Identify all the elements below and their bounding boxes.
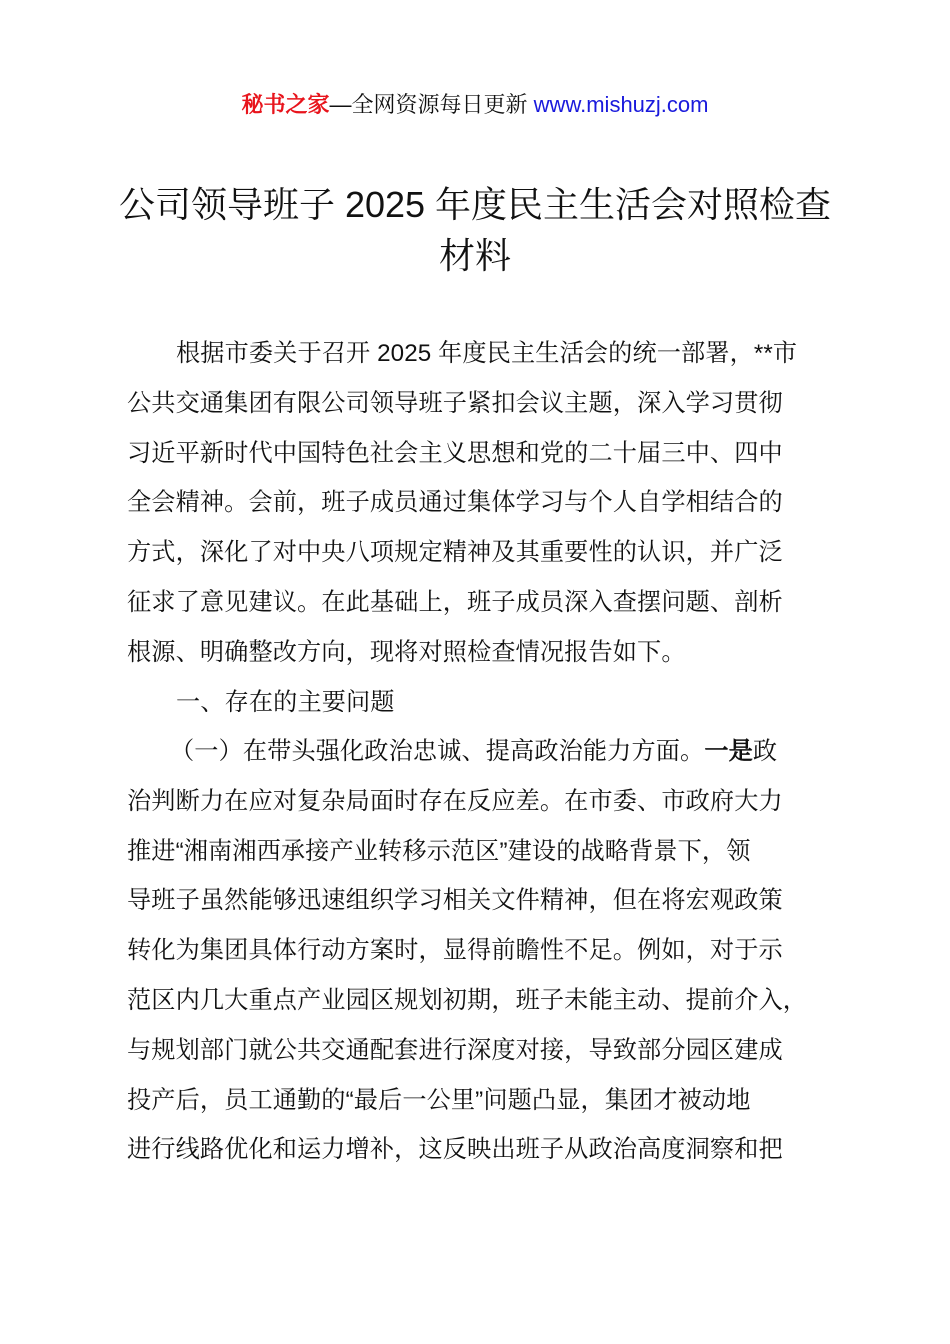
text-line: 征求了意见建议。在此基础上，班子成员深入查摆问题、剖析: [127, 589, 783, 616]
text-line: 根源、明确整改方向，现将对照检查情况报告如下。: [127, 639, 686, 666]
document-title-line-1: 公司领导班子 2025 年度民主生活会对照检查: [118, 184, 832, 225]
text-line: 范区内几大重点产业园区规划初期，班子未能主动、提前介入，: [127, 987, 808, 1014]
site-url[interactable]: www.mishuzj.com: [533, 92, 709, 117]
text-line: 推进“湘南湘西承接产业转移示范区”建设的战略背景下，领: [127, 838, 751, 865]
subsection-heading: （一）在带头强化政治忠诚、提高政治能力方面。: [170, 738, 705, 765]
text-line: [170, 737, 777, 767]
text-line: 方式，深化了对中央八项规定精神及其重要性的认识，并广泛: [127, 539, 783, 566]
text-fragment: 政: [752, 738, 778, 765]
banner-slogan: —全网资源每日更新: [329, 92, 528, 117]
text-line: 根据市委关于召开 2025 年度民主生活会的统一部署，**市: [176, 340, 798, 367]
text-line: 进行线路优化和运力增补，这反映出班子从政治高度洞察和把: [127, 1136, 783, 1163]
text-line: 公共交通集团有限公司领导班子紧扣会议主题，深入学习贯彻: [127, 390, 783, 417]
site-banner: [0, 88, 950, 119]
text-line: 全会精神。会前，班子成员通过集体学习与个人自学相结合的: [127, 489, 783, 516]
text-line: 与规划部门就公共交通配套进行深度对接，导致部分园区建成: [127, 1037, 783, 1064]
document-title-line-2: 材料: [438, 235, 511, 276]
text-line: 习近平新时代中国特色社会主义思想和党的二十届三中、四中: [127, 440, 783, 467]
text-line: 投产后，员工通勤的“最后一公里”问题凸显，集团才被动地: [127, 1087, 751, 1114]
text-line: 转化为集团具体行动方案时，显得前瞻性不足。例如，对于示: [127, 937, 783, 964]
text-line: 治判断力在应对复杂局面时存在反应差。在市委、市政府大力: [127, 788, 783, 815]
emphasis: 一是: [704, 738, 753, 765]
brand-name: 秘书之家: [241, 92, 330, 117]
section-heading: 一、存在的主要问题: [176, 689, 395, 716]
text-line: 导班子虽然能够迅速组织学习相关文件精神，但在将宏观政策: [127, 887, 783, 914]
